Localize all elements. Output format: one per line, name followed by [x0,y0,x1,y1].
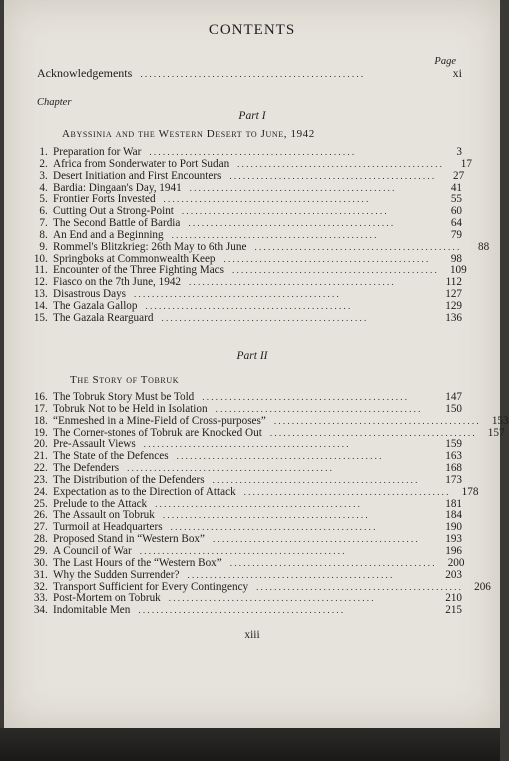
dot-leader: . . . . . . . . . . . . . . . . . . . . . . . . . . . . . . . . . . . . . . . . . . . . . . [170,522,376,533]
chapter-number: 34 [33,604,45,617]
chapter-page: 55 [450,193,462,206]
chapter-title: Frontier Forts Invested [53,193,156,206]
number-period: . [45,299,48,312]
number-period: . [45,181,48,194]
dot-leader: . . . . . . . . . . . . . . . . . . . . . . . . . . . . . . . . . . . . . . . . . . . . . . [273,415,479,426]
toc-entry [29,169,465,183]
chapter-title: Proposed Stand in “Western Box” [53,533,205,546]
dot-leader: . . . . . . . . . . . . . . . . . . . . . . . . . . . . . . . . . . . . . . . . . . . . . . [269,427,475,438]
chapter-page: 147 [445,391,462,403]
chapter-number: 16 [33,391,45,403]
toc-entry [29,475,462,487]
chapter-title: “Enmeshed in a Mine-Field of Cross-purposes” [53,414,266,427]
number-period: . [45,240,48,253]
chapter-number: 8 [39,228,45,241]
dot-leader: . . . . . . . . . . . . . . . . . . . . . . . . . . . . . . . . . . . . . . . . . . . . . . [187,569,393,580]
chapter-number: 28 [33,533,45,546]
part-1-entries [29,146,490,325]
chapter-title: Pre-Assault Views [53,438,136,451]
chapter-title: The Last Hours of the “Western Box” [53,556,222,569]
chapter-title: Tobruk Not to be Held in Isolation [53,402,208,415]
chapter-page: 88 [478,240,490,253]
chapter-title: Rommel's Blitzkrieg: 26th May to 6th June [53,240,247,253]
chapter-title: A Council of War [53,544,132,557]
chapter-page: 173 [445,473,462,486]
number-period: . [45,462,48,475]
number-period: . [45,311,48,324]
dot-leader: . . . . . . . . . . . . . . . . . . . . . . . . . . . . . . . . . . . . . . . . . . . . . . [231,265,437,276]
chapter-number: 13 [33,288,45,301]
chapter-page: 163 [445,450,462,463]
chapter-number: 12 [33,276,45,289]
chapter-title: The Gazala Gallop [53,299,138,312]
number-period: . [45,252,48,265]
dot-leader: . . . . . . . . . . . . . . . . . . . . . . . . . . . . . . . . . . . . . . . . . . . . . . [155,498,360,509]
chapter-title: Preparation for War [53,146,142,158]
toc-entry [29,605,462,617]
part-1-label: Part I [238,110,266,122]
dot-leader: . . . . . . . . . . . . . . . . . . . . . . . . . . . . . . . . . . . . . . . . . . . . . . [212,534,418,545]
toc-entry [29,570,462,582]
chapter-page: 178 [461,485,479,498]
number-period: . [45,533,48,546]
dot-leader: . . . . . . . . . . . . . . . . . . . . . . . . . . . . . . . . . . . . . . . . . . . . . . [127,463,332,474]
number-period: . [45,264,48,277]
chapter-number: 33 [33,592,45,605]
chapter-title: Disastrous Days [53,288,127,301]
acknowledgements-row [37,66,462,81]
number-period: . [45,414,48,427]
dot-leader: . . . . . . . . . . . . . . . . . . . . . . . . . . . . . . . . . . . . . . . . . . . . . . [189,277,394,288]
chapter-title: The Second Battle of Bardia [53,217,181,230]
dot-leader: . . . . . . . . . . . . . . . . . . . . . . . . . . . . . . . . . . . . . . . . . . . . . . [223,253,429,264]
chapter-number: 6 [39,205,45,218]
chapter-title: Fiasco on the 7th June, 1942 [53,276,182,289]
acknowledgements-title: Acknowledgements [37,66,133,80]
acknowledgements-page: xi [452,66,462,80]
dot-leader: . . . . . . . . . . . . . . . . . . . . . . . . . . . . . . . . . . . . . . . . . . . . . . [134,289,339,300]
book-page [4,0,509,728]
dot-leader: . . . . . . . . . . . . . . . . . . . . . . . . . . . . . . . . . . . . . . . . . . . . . . [143,439,349,450]
number-period: . [45,228,48,241]
part-2-title: The Story of Tobruk [70,374,180,386]
number-period: . [45,276,48,289]
dot-leader: . . . . . . . . . . . . . . . . . . . . . . . . . . . . . . . . . . . . . . . . . . . . . . [161,312,367,323]
chapter-number: 5 [39,193,45,206]
toc-entry [29,556,465,570]
chapter-page: 41 [450,181,462,194]
chapter-page: 3 [456,146,462,158]
dot-leader: . . . . . . . . . . . . . . . . . . . . . . . . . . . . . . . . . . . . . . . . . . . . . . [189,182,395,193]
toc-entry [29,240,490,254]
chapter-number: 26 [33,509,45,522]
chapter-page: 150 [445,402,462,415]
chapter-number: 1 [39,146,45,158]
dot-leader: . . . . . . . . . . . . . . . . . . . . . . . . . . . . . . . . . . . . . . . . . . . . . . . . . . [140,69,364,79]
chapter-title: The Gazala Rearguard [53,311,154,324]
number-period: . [45,497,48,510]
chapter-number: 3 [39,169,45,182]
chapter-page: 181 [445,497,462,510]
page-column-label: Page [434,56,456,67]
chapter-page: 215 [445,604,462,617]
dot-leader: . . . . . . . . . . . . . . . . . . . . . . . . . . . . . . . . . . . . . . . . . . . . . . [176,451,382,462]
chapter-title: The State of the Defences [53,450,169,463]
chapter-number: 17 [33,402,45,415]
dot-leader: . . . . . . . . . . . . . . . . . . . . . . . . . . . . . . . . . . . . . . . . . . . . . . [171,229,377,240]
chapter-title: Post-Mortem on Tobruk [53,592,161,605]
chapter-number: 7 [39,217,45,230]
dot-leader: . . . . . . . . . . . . . . . . . . . . . . . . . . . . . . . . . . . . . . . . . . . . . . [139,545,345,556]
chapter-number: 30 [33,556,45,569]
number-period: . [45,288,48,301]
number-period: . [45,157,48,170]
chapter-number: 10 [33,252,45,265]
chapter-page: 196 [445,544,462,557]
toc-entry [29,404,462,416]
dot-leader: . . . . . . . . . . . . . . . . . . . . . . . . . . . . . . . . . . . . . . . . . . . . . . [168,593,374,604]
chapter-title: The Distribution of the Defenders [53,473,205,486]
chapter-page: 98 [450,252,462,265]
dot-leader: . . . . . . . . . . . . . . . . . . . . . . . . . . . . . . . . . . . . . . . . . . . . . . [229,170,435,181]
chapter-column-label: Chapter [37,97,72,108]
chapter-title: The Tobruk Story Must be Told [53,391,195,403]
number-period: . [45,509,48,522]
number-period: . [45,580,48,593]
number-period: . [45,193,48,206]
chapter-page: 17 [460,157,472,170]
chapter-title: Expectation as to the Direction of Attack [53,485,236,498]
number-period: . [45,205,48,218]
toc-entry [29,414,509,428]
chapter-number: 2 [39,157,45,170]
toc-entry [29,485,479,499]
dot-leader: . . . . . . . . . . . . . . . . . . . . . . . . . . . . . . . . . . . . . . . . . . . . . . [229,557,435,568]
chapter-page: 129 [445,299,462,312]
part-1-title: Abyssinia and the Western Desert to June, 1942 [62,128,315,140]
chapter-page: 27 [452,169,465,182]
toc-entry [29,313,462,325]
chapter-page: 206 [474,580,491,593]
chapter-number: 14 [33,299,45,312]
chapter-title: Turmoil at Headquarters [53,521,163,534]
chapter-page: 79 [450,228,462,241]
number-period: . [45,146,48,158]
number-period: . [45,450,48,463]
dot-leader: . . . . . . . . . . . . . . . . . . . . . . . . . . . . . . . . . . . . . . . . . . . . . . [181,206,387,217]
number-period: . [45,604,48,617]
dot-leader: . . . . . . . . . . . . . . . . . . . . . . . . . . . . . . . . . . . . . . . . . . . . . . [138,605,344,616]
chapter-number: 29 [33,544,45,557]
chapter-page: 168 [445,462,462,475]
chapter-page: 200 [447,556,465,569]
dot-leader: . . . . . . . . . . . . . . . . . . . . . . . . . . . . . . . . . . . . . . . . . . . . . . [256,581,461,592]
number-period: . [45,426,48,439]
chapter-page: 193 [445,533,462,546]
dot-leader: . . . . . . . . . . . . . . . . . . . . . . . . . . . . . . . . . . . . . . . . . . . . . . [163,194,369,205]
chapter-page: 210 [445,592,462,605]
chapter-title: Prelude to the Attack [53,497,148,510]
chapter-title: Springboks at Commonwealth Keep [53,252,216,265]
dot-leader: . . . . . . . . . . . . . . . . . . . . . . . . . . . . . . . . . . . . . . . . . . . . . . [237,158,442,169]
chapter-number: 18 [33,414,45,427]
number-period: . [45,402,48,415]
chapter-number: 4 [39,181,45,194]
table-surface [0,728,500,761]
page-heading: CONTENTS [208,22,296,38]
chapter-page: 109 [449,264,467,277]
chapter-title: The Defenders [53,462,120,475]
number-period: . [45,544,48,557]
part-2-label: Part II [236,350,268,362]
dot-leader: . . . . . . . . . . . . . . . . . . . . . . . . . . . . . . . . . . . . . . . . . . . . . . [254,241,460,252]
number-period: . [45,485,48,498]
chapter-title: Indomitable Men [53,604,131,617]
chapter-number: 20 [33,438,45,451]
chapter-page: 60 [450,205,462,218]
chapter-title: Desert Initiation and First Encounters [53,169,222,182]
chapter-number: 32 [33,580,45,593]
chapter-page: 157 [487,426,505,439]
chapter-page: 127 [445,288,462,301]
part-2-entries [29,391,509,617]
chapter-title: Africa from Sonderwater to Port Sudan [53,157,230,170]
number-period: . [45,473,48,486]
dot-leader: . . . . . . . . . . . . . . . . . . . . . . . . . . . . . . . . . . . . . . . . . . . . . . [215,403,421,414]
chapter-page: 64 [450,217,462,230]
number-period: . [45,556,48,569]
chapter-number: 24 [33,485,45,498]
chapter-number: 15 [33,311,45,324]
chapter-page: 112 [445,276,462,289]
chapter-title: Encounter of the Three Fighting Macs [53,264,224,277]
chapter-number: 11 [34,264,45,277]
dot-leader: . . . . . . . . . . . . . . . . . . . . . . . . . . . . . . . . . . . . . . . . . . . . . . [188,218,394,229]
toc-entry [29,157,472,171]
chapter-page: 153 [491,414,509,427]
chapter-number: 19 [33,426,45,439]
chapter-title: An End and a Beginning [53,228,164,241]
chapter-title: The Assault on Tobruk [53,509,155,522]
chapter-number: 25 [33,497,45,510]
dot-leader: . . . . . . . . . . . . . . . . . . . . . . . . . . . . . . . . . . . . . . . . . . . . . . [243,486,449,497]
number-period: . [45,391,48,403]
dot-leader: . . . . . . . . . . . . . . . . . . . . . . . . . . . . . . . . . . . . . . . . . . . . . . [202,392,408,402]
chapter-number: 23 [33,473,45,486]
number-period: . [45,592,48,605]
chapter-page: 136 [445,311,462,324]
chapter-title: Transport Sufficient for Every Contingency [53,580,249,593]
chapter-page: 190 [445,521,462,534]
chapter-number: 22 [33,462,45,475]
chapter-page: 159 [445,438,462,451]
number-period: . [45,217,48,230]
chapter-number: 27 [33,521,45,534]
number-period: . [45,521,48,534]
chapter-number: 31 [33,568,45,581]
chapter-number: 21 [33,450,45,463]
dot-leader: . . . . . . . . . . . . . . . . . . . . . . . . . . . . . . . . . . . . . . . . . . . . . . [149,147,355,157]
chapter-page: 203 [445,568,462,581]
number-period: . [45,438,48,451]
dot-leader: . . . . . . . . . . . . . . . . . . . . . . . . . . . . . . . . . . . . . . . . . . . . . . [145,300,351,311]
chapter-number: 9 [39,240,45,253]
chapter-title: Why the Sudden Surrender? [53,568,180,581]
dot-leader: . . . . . . . . . . . . . . . . . . . . . . . . . . . . . . . . . . . . . . . . . . . . . . [212,474,418,485]
page-number: xiii [244,629,260,641]
chapter-page: 184 [445,509,462,522]
chapter-title: The Corner-stones of Tobruk are Knocked Out [53,426,262,439]
number-period: . [45,568,48,581]
dot-leader: . . . . . . . . . . . . . . . . . . . . . . . . . . . . . . . . . . . . . . . . . . . . . . [162,510,368,521]
toc-entry [29,230,462,242]
chapter-title: Cutting Out a Strong-Point [53,205,174,218]
number-period: . [45,169,48,182]
chapter-title: Bardia: Dingaan's Day, 1941 [53,181,182,194]
